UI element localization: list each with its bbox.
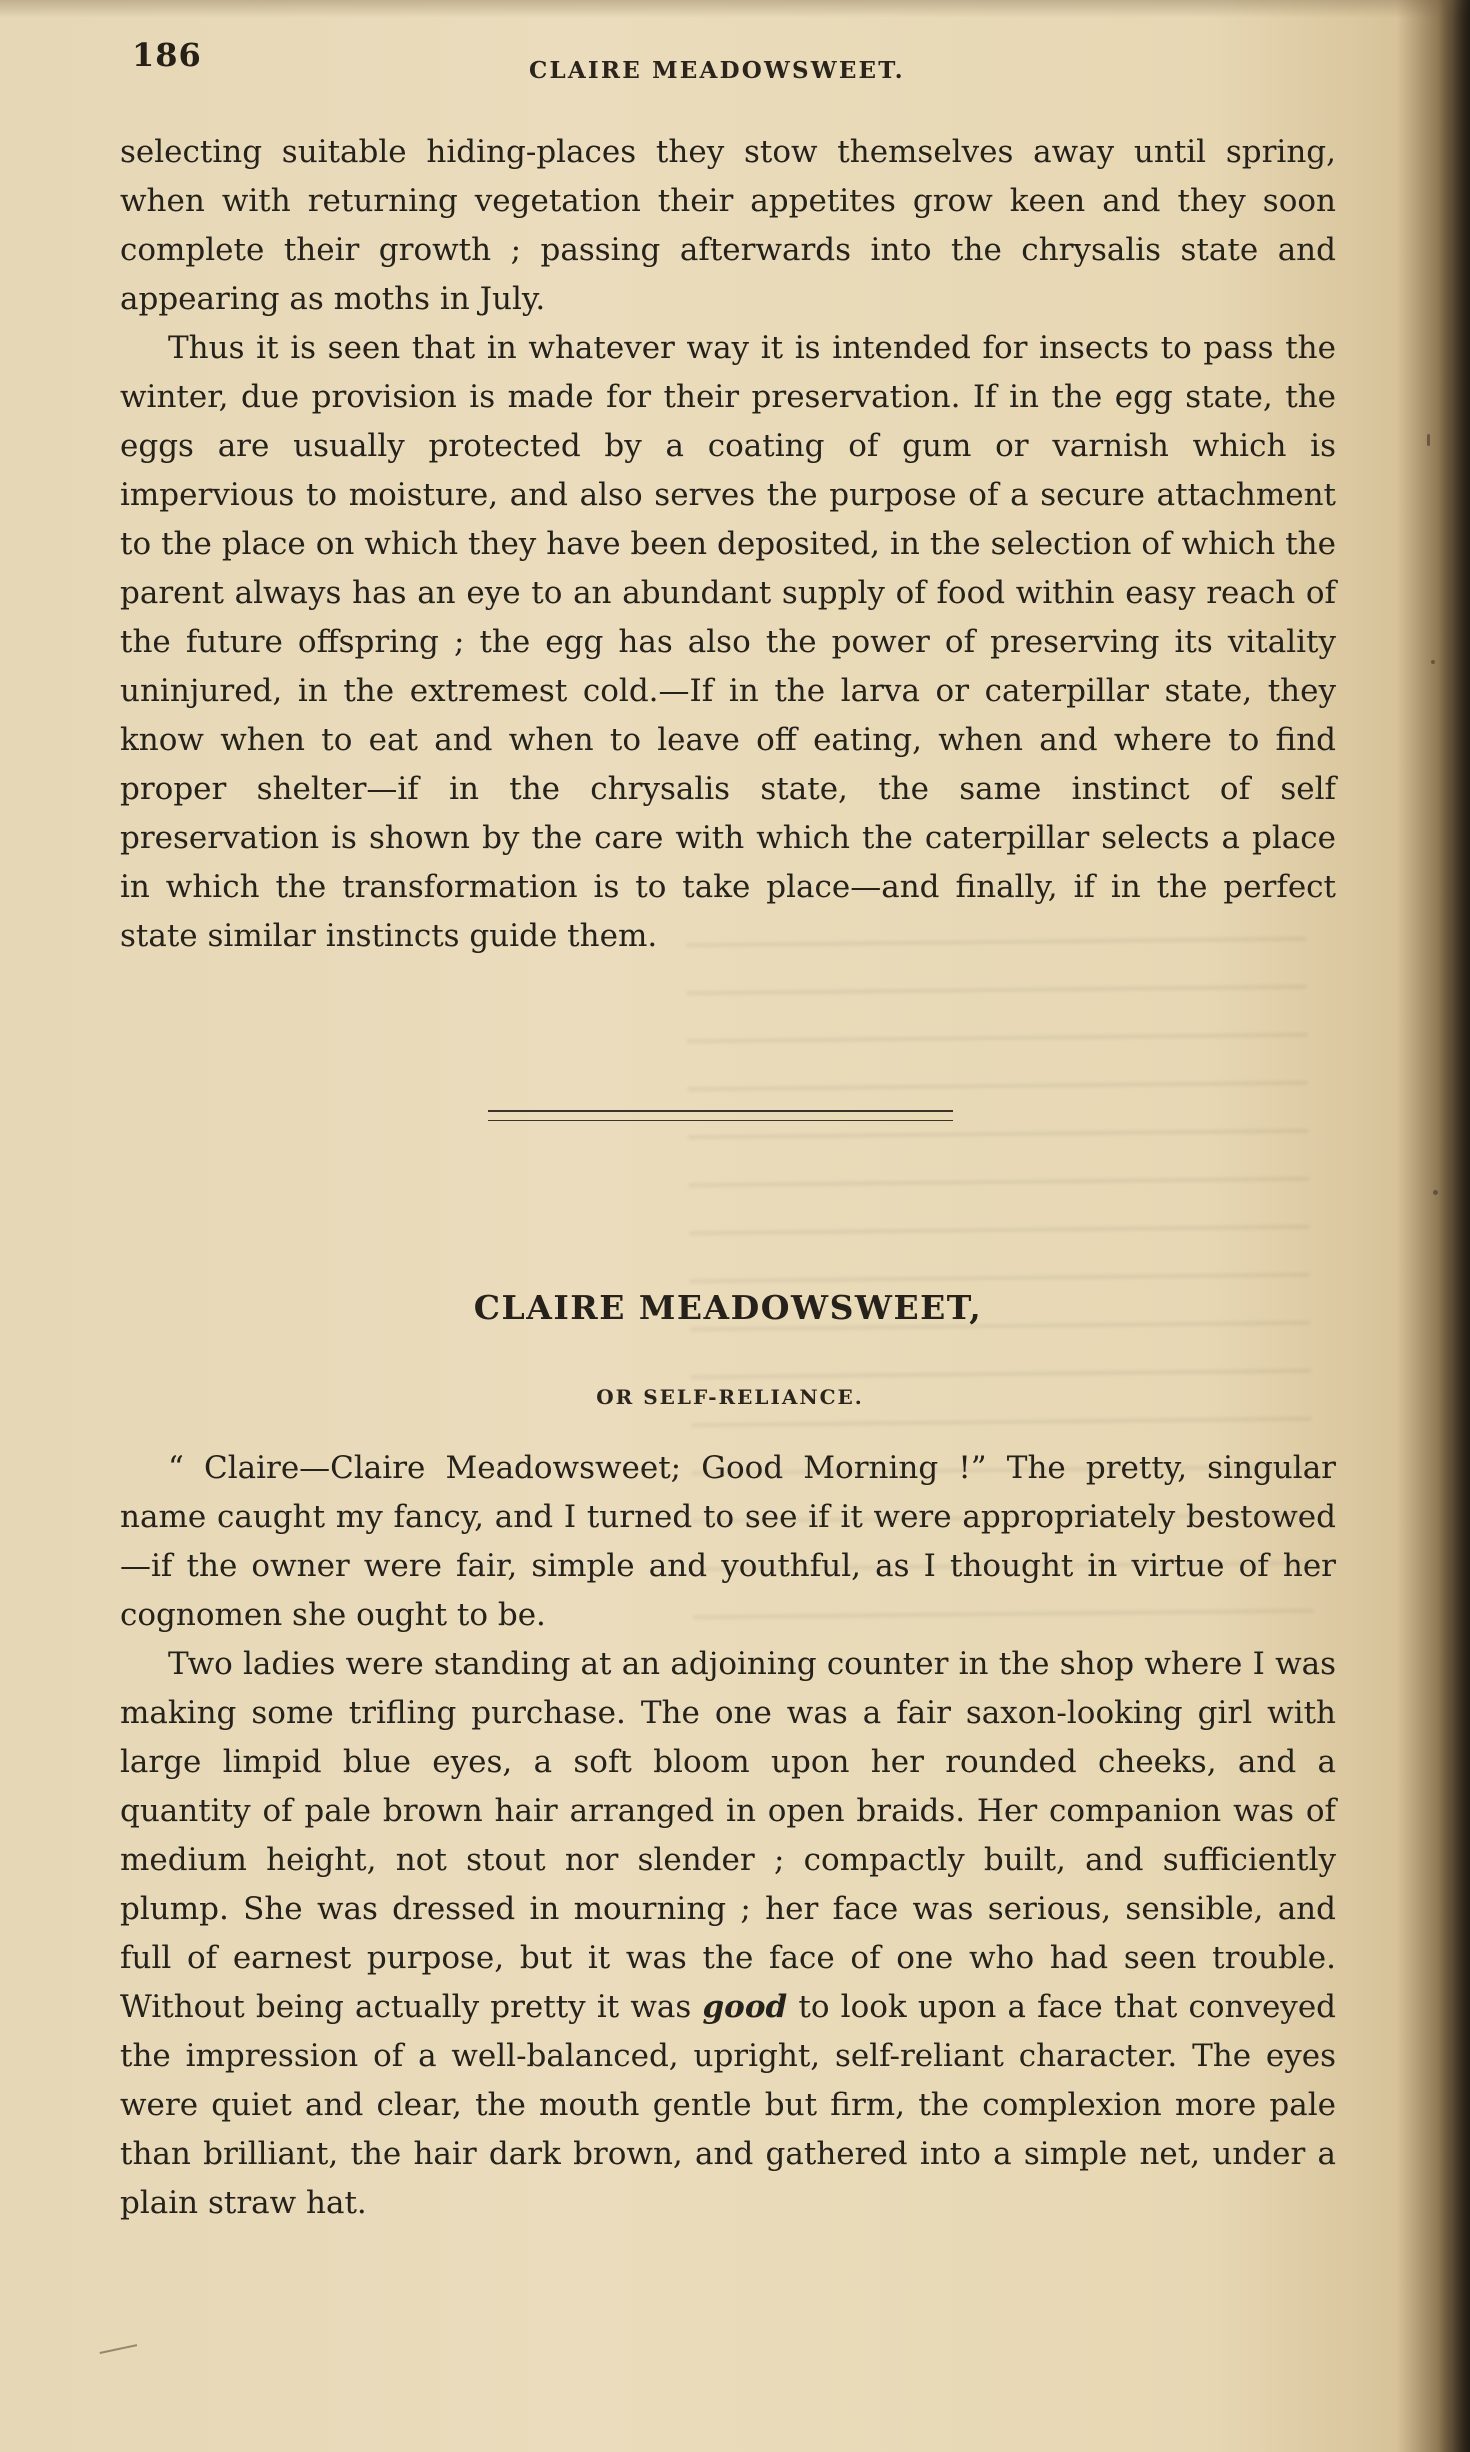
section-divider-rule-top	[488, 1110, 953, 1112]
paragraph-text-after-emphasis: to look upon a face that conveyed the impression of a well-balanced, upright, self-reliant character. The eyes were quiet and clear, the mouth gentle but firm, the complexion more pale than brilliant, the hair dark brown, and gathered into a simple net, under a plain straw hat.	[120, 1989, 1337, 2221]
book-spine-edge	[1438, 0, 1470, 2452]
paper-speck	[1433, 1190, 1438, 1195]
emphasized-word: good	[702, 1989, 788, 2025]
paragraph-insect-winter-provision: Thus it is seen that in whatever way it is intended for insects to pass the winter, due provision is made for their preservation. If in the egg state, the eggs are usually protected by a coating of gum or varnish which is impervious to moisture, and also serves the purpose of a secure attachment to the place on which they have been deposited, in the selection of which the parent always has an eye to an abundant supply of food within easy reach of the future offspring ; the egg has also the power of preserving its vitality uninjured, in the extremest cold.—If in the larva or caterpillar state, they know when to eat and when to leave off eating, when and where to find proper shelter—if in the chrysalis state, the same instinct of self preservation is shown by the care with which the caterpillar selects a place in which the transformation is to take place—and finally, if in the perfect state similar instincts guide them.	[120, 330, 1336, 954]
article-title: CLAIRE MEADOWSWEET,	[473, 1288, 983, 1327]
paragraph-text-before-emphasis: Two ladies were standing at an adjoining counter in the shop where I was making some trifling purchase. The one was a fair saxon-looking girl with large limpid blue eyes, a soft bloom upon her rounded cheeks, and a quantity of pale brown hair arranged in open braids. Her companion was of medium height, not stout nor slender ; compactly built, and sufficiently plump. She was dressed in mourning ; her face was serious, sensible, and full of earnest purpose, but it was the face of one who had seen trouble. Without being actually pretty it was	[120, 1646, 1336, 2025]
running-title: CLAIRE MEADOWSWEET.	[529, 57, 905, 84]
article-body	[120, 1444, 1336, 2294]
top-page-shadow	[0, 0, 1470, 18]
continued-text-section	[120, 128, 1336, 1028]
section-divider-rule-bottom	[488, 1120, 953, 1121]
stray-ink-mark	[100, 2344, 139, 2360]
page-number: 186	[132, 36, 202, 74]
article-paragraph-greeting: “ Claire—Claire Meadowsweet; Good Morning !” The pretty, singular name caught my fancy, and I turned to see if it were appropriately bestowed—if the owner were fair, simple and youthful, as I thought in virtue of her cognomen she ought to be.	[120, 1450, 1336, 1633]
paper-speck	[1427, 434, 1430, 446]
article-subtitle: OR SELF-RELIANCE.	[596, 1385, 864, 1409]
paper-speck	[1431, 660, 1435, 664]
paragraph-continuation: selecting suitable hiding-places they stow themselves away until spring, when with returning vegetation their appetites grow keen and they soon complete their growth ; passing afterwards into the chrysalis state and appearing as moths in July.	[120, 134, 1336, 317]
article-paragraph-description	[120, 1640, 1336, 2228]
